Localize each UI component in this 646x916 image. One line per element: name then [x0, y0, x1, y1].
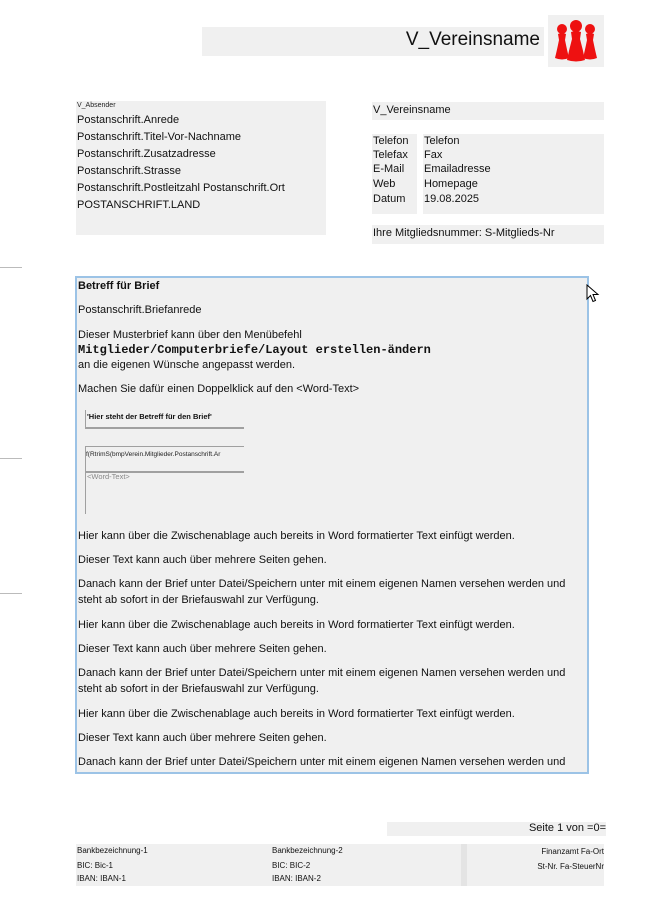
- tax-number: St-Nr. Fa-SteuerNr: [537, 862, 604, 871]
- tax-details-field[interactable]: [467, 844, 604, 886]
- address-line: Postanschrift.Postleitzahl Postanschrift.Ort: [77, 182, 285, 194]
- contact-value: Telefon: [424, 135, 460, 147]
- contact-label: Web: [373, 178, 396, 190]
- body-paragraph: Hier kann über die Zwischenablage auch bereits in Word formatierter Text einfügt werden.: [78, 708, 515, 720]
- mouse-cursor-icon: [586, 284, 600, 304]
- bank1-name: Bankbezeichnung-1: [77, 846, 148, 855]
- letter-salutation: Postanschrift.Briefanrede: [78, 304, 202, 316]
- page-number: Seite 1 von =0=: [528, 822, 606, 834]
- word-preview-field-box: [85, 446, 244, 473]
- sender-label: V_Absender: [77, 102, 116, 109]
- body-paragraph: steht ab sofort in der Briefauswahl zur Verfügung.: [78, 683, 319, 695]
- bank2-iban: IBAN: IBAN-2: [272, 874, 321, 883]
- body-paragraph: Dieser Text kann auch über mehrere Seiten gehen.: [78, 643, 327, 655]
- contact-values-field[interactable]: [423, 134, 604, 214]
- body-text: Dieser Musterbrief kann über den Menübefehl: [78, 329, 302, 341]
- word-preview-field: f(RtrimS(bmpVerein.Mitglieder.Postanschrift.Ar: [86, 451, 221, 458]
- address-line: Postanschrift.Zusatzadresse: [77, 148, 216, 160]
- club-name-field[interactable]: [372, 102, 604, 120]
- body-paragraph: Danach kann der Brief unter Datei/Speichern unter mit einem eigenen Namen versehen werden und: [78, 667, 566, 679]
- tax-office: Finanzamt Fa-Ort: [541, 847, 604, 856]
- word-preview-image[interactable]: [85, 410, 245, 514]
- body-paragraph: Danach kann der Brief unter Datei/Speichern unter mit einem eigenen Namen versehen werden und: [78, 578, 566, 590]
- fold-mark: [0, 267, 22, 268]
- body-text: an die eigenen Wünsche angepasst werden.: [78, 359, 296, 371]
- contact-value: Fax: [424, 149, 443, 161]
- body-text: Machen Sie dafür einen Doppelklick auf den <Word-Text>: [78, 383, 360, 395]
- fold-mark: [0, 458, 22, 459]
- club-logo[interactable]: [548, 15, 604, 67]
- address-line: Postanschrift.Titel-Vor-Nachname: [77, 131, 242, 143]
- body-paragraph: Danach kann der Brief unter Datei/Speichern unter mit einem eigenen Namen versehen werden und: [78, 756, 566, 768]
- bank-details-field[interactable]: [76, 844, 463, 886]
- address-line: Postanschrift.Strasse: [77, 165, 181, 177]
- contact-label: Telefon: [373, 135, 409, 147]
- word-preview-placeholder-box: [85, 472, 130, 514]
- letter-subject: Betreff für Brief: [78, 280, 160, 292]
- member-number: Ihre Mitgliedsnummer: S-Mitglieds-Nr: [373, 227, 555, 239]
- word-preview-subject-box: [85, 410, 244, 429]
- body-paragraph: Hier kann über die Zwischenablage auch bereits in Word formatierter Text einfügt werden.: [78, 530, 515, 542]
- contact-label: Datum: [373, 193, 406, 205]
- menu-path: Mitglieder/Computerbriefe/Layout erstellen-ändern: [78, 343, 431, 357]
- letter-body-editor[interactable]: [75, 276, 589, 774]
- recipient-address-field[interactable]: [76, 101, 326, 235]
- contact-value: Homepage: [424, 178, 478, 190]
- address-line: Postanschrift.Anrede: [77, 114, 180, 126]
- member-number-field[interactable]: [372, 225, 604, 244]
- club-members-icon: [554, 20, 598, 62]
- club-name: V_Vereinsname: [373, 104, 451, 116]
- contact-labels-field[interactable]: [372, 134, 417, 214]
- bank2-name: Bankbezeichnung-2: [272, 846, 343, 855]
- club-title-field[interactable]: [202, 27, 544, 56]
- contact-label: E-Mail: [373, 163, 405, 175]
- contact-label: Telefax: [373, 149, 408, 161]
- bank1-bic: BIC: Bic-1: [77, 861, 114, 870]
- contact-value: Emailadresse: [424, 163, 491, 175]
- body-paragraph: Dieser Text kann auch über mehrere Seiten gehen.: [78, 732, 327, 744]
- club-title: V_Vereinsname: [405, 29, 540, 50]
- body-paragraph: steht ab sofort in der Briefauswahl zur Verfügung.: [78, 594, 319, 606]
- bank1-iban: IBAN: IBAN-1: [77, 874, 126, 883]
- bank2-bic: BIC: BIC-2: [272, 861, 311, 870]
- word-preview-placeholder: <Word-Text>: [87, 472, 130, 481]
- body-paragraph: Dieser Text kann auch über mehrere Seiten gehen.: [78, 554, 327, 566]
- page-number-field[interactable]: [387, 822, 606, 836]
- address-line: POSTANSCHRIFT.LAND: [77, 199, 201, 211]
- body-paragraph: Hier kann über die Zwischenablage auch bereits in Word formatierter Text einfügt werden.: [78, 619, 515, 631]
- word-preview-subject: 'Hier steht der Betreff für den Brief': [87, 412, 212, 421]
- fold-mark: [0, 593, 22, 594]
- date-value: 19.08.2025: [424, 193, 480, 205]
